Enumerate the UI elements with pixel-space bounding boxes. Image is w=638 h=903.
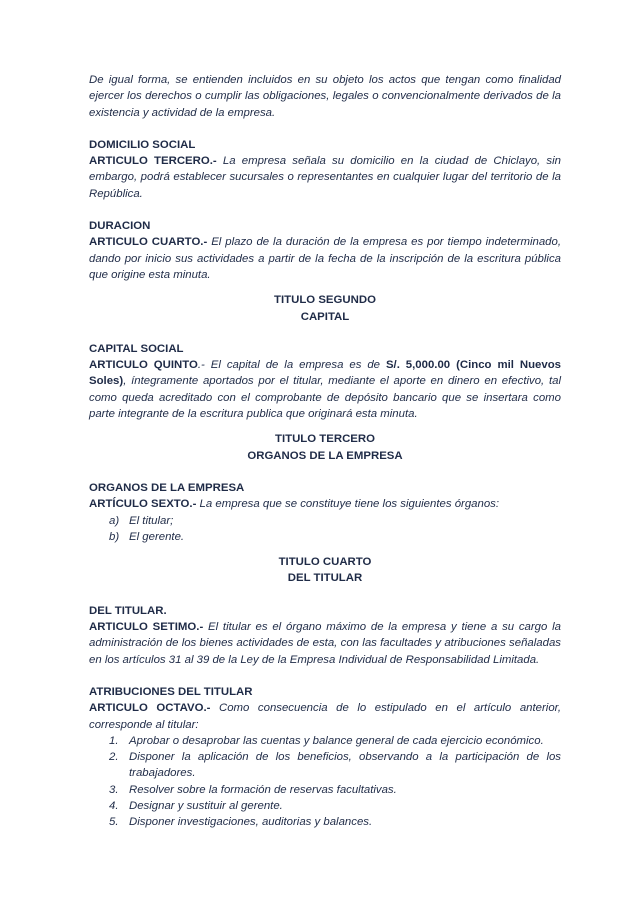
list-item-text: Designar y sustituir al gerente. — [129, 799, 283, 812]
articulo-cuarto-text: El plazo de la duración de la empresa es por tiempo indeterminado, dando por inicio sus actividades a partir de la fecha de la inscripción de la escritura pública que origine esta minuta. — [89, 236, 562, 281]
list-marker: 4. — [109, 799, 119, 812]
articulo-tercero-label: ARTICULO TERCERO.- — [89, 155, 217, 168]
articulo-sexto-paragraph — [89, 496, 561, 512]
organos-heading: ORGANOS DE LA EMPRESA — [89, 481, 245, 494]
capital-heading: CAPITAL SOCIAL — [89, 342, 184, 355]
atribuciones-heading: ATRIBUCIONES DEL TITULAR — [89, 685, 253, 698]
titulo-tercero-heading: TITULO TERCERO — [275, 433, 375, 446]
list-item — [89, 529, 561, 545]
domicilio-heading: DOMICILIO SOCIAL — [89, 138, 196, 151]
list-item — [89, 749, 561, 782]
titular-heading: DEL TITULAR. — [89, 604, 167, 617]
list-item — [89, 782, 561, 798]
articulo-setimo-text: El titular es el órgano máximo de la empresa y tiene a su cargo la administración de los bienes actividades de esta, con las facultades y atribuciones señaladas en los artículos 31 al 39 de la Ley de la Empresa Individual de Responsabilidad Limitada. — [89, 621, 561, 666]
titulo-cuarto-subheading: DEL TITULAR — [287, 572, 363, 585]
list-marker: a) — [109, 514, 120, 527]
organos-list — [89, 513, 561, 546]
atribuciones-list — [89, 733, 561, 831]
list-item-text: Resolver sobre la formación de reservas facultativas. — [129, 783, 397, 796]
articulo-setimo-label: ARTICULO SETIMO.- — [89, 621, 204, 634]
list-marker: 1. — [109, 734, 119, 747]
articulo-quinto-text-1: .- El capital de la empresa es de — [197, 359, 386, 372]
duracion-heading: DURACION — [89, 220, 151, 233]
list-marker: 2. — [109, 751, 119, 764]
titulo-segundo-heading: TITULO SEGUNDO — [274, 294, 376, 307]
list-marker: 5. — [109, 816, 119, 829]
intro-paragraph: De igual forma, se entienden incluidos en su objeto los actos que tengan como finalidad ejercer los derechos o cumplir las obligaciones, legales o convencionalmente derivados de la existencia y actividad de la empresa. — [89, 74, 561, 119]
articulo-quinto-label: ARTICULO QUINTO — [89, 359, 198, 372]
titulo-cuarto-heading: TITULO CUARTO — [278, 556, 372, 569]
articulo-cuarto-label: ARTICULO CUARTO.- — [89, 236, 208, 249]
articulo-octavo-paragraph — [89, 700, 561, 733]
list-item-text: Aprobar o desaprobar las cuentas y balance general de cada ejercicio económico. — [129, 734, 544, 747]
list-item-text: El gerente. — [129, 530, 185, 543]
articulo-cuarto-paragraph — [89, 234, 561, 283]
list-item — [89, 733, 561, 749]
document-page — [89, 72, 561, 831]
articulo-sexto-text: La empresa que se constituye tiene los siguientes órganos: — [196, 498, 500, 511]
list-item — [89, 513, 561, 529]
list-marker: 3. — [109, 783, 119, 796]
articulo-octavo-label: ARTICULO OCTAVO.- — [89, 702, 211, 715]
list-item-text: Disponer investigaciones, auditorias y balances. — [129, 816, 373, 829]
list-item — [89, 814, 561, 830]
list-marker: b) — [109, 530, 120, 543]
list-item-text: El titular; — [129, 514, 174, 527]
capital-amount: S/. 5,000.00 (Cinco mil Nuevos Soles) — [89, 359, 561, 388]
articulo-quinto-paragraph — [89, 357, 561, 422]
list-item-text: Disponer la aplicación de los beneficios, observando a la participación de los trabajadores. — [129, 751, 561, 780]
articulo-sexto-label: ARTÍCULO SEXTO.- — [89, 498, 197, 511]
articulo-octavo-text: Como consecuencia de lo estipulado en el artículo anterior, corresponde al titular: — [89, 702, 561, 731]
list-item — [89, 798, 561, 814]
articulo-tercero-paragraph — [89, 153, 561, 202]
articulo-tercero-text: La empresa señala su domicilio en la ciudad de Chiclayo, sin embargo, podrá establecer sucursales o representantes en cualquier lugar del territorio de la República. — [89, 155, 561, 200]
articulo-setimo-paragraph — [89, 619, 561, 668]
titulo-tercero-subheading: ORGANOS DE LA EMPRESA — [247, 449, 403, 462]
titulo-segundo-subheading: CAPITAL — [300, 310, 350, 323]
articulo-quinto-text-2: , íntegramente aportados por el titular, mediante el aporte en dinero en efectivo, tal como queda acreditado con el comprobante de depósito bancario que se insertara como parte integrante de la escritura publica que originará esta minuta. — [89, 375, 561, 421]
